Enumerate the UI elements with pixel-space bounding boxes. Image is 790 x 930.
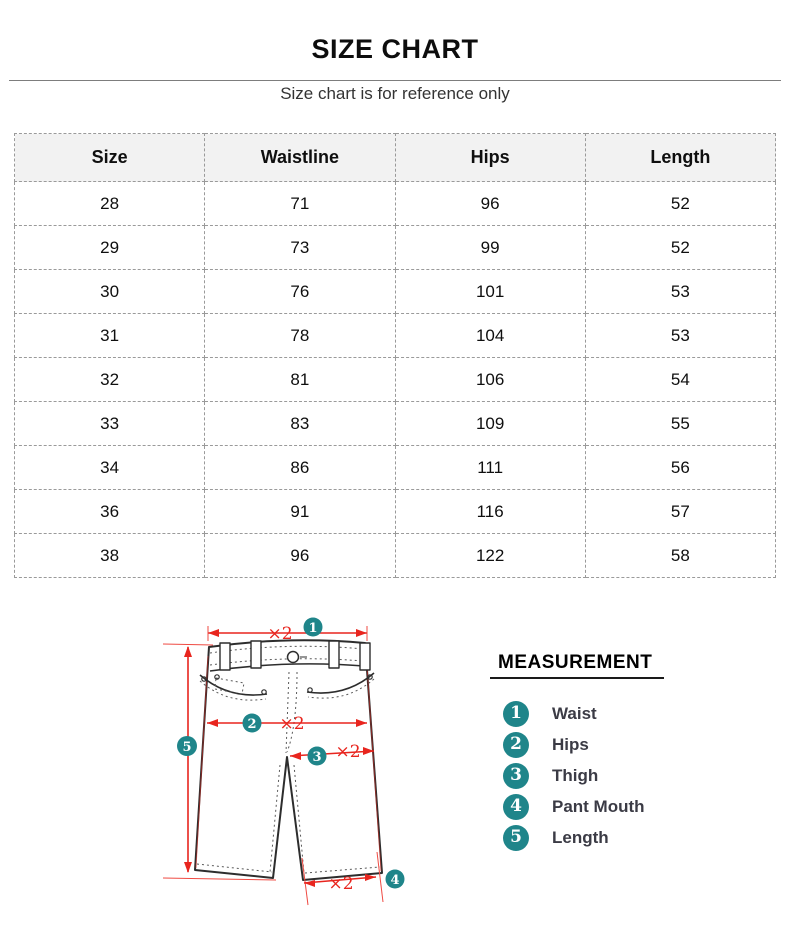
table-cell: 54 — [585, 358, 775, 402]
table-cell: 58 — [585, 534, 775, 578]
measurement-figure — [0, 600, 790, 930]
legend-label-length: Length — [552, 827, 609, 847]
table-cell: 34 — [15, 446, 205, 490]
table-cell: 91 — [205, 490, 395, 534]
table-cell: 32 — [15, 358, 205, 402]
table-cell: 31 — [15, 314, 205, 358]
legend-item-waist — [488, 698, 768, 729]
shorts-diagram-svg — [130, 600, 470, 930]
table-row — [15, 182, 776, 226]
table-row — [15, 446, 776, 490]
size-table-head — [15, 134, 776, 182]
header-row — [15, 134, 776, 182]
table-cell: 29 — [15, 226, 205, 270]
table-cell: 96 — [205, 534, 395, 578]
table-cell: 96 — [395, 182, 585, 226]
table-cell: 78 — [205, 314, 395, 358]
col-header-hips: Hips — [395, 134, 585, 182]
table-row — [15, 490, 776, 534]
table-cell: 109 — [395, 402, 585, 446]
table-cell: 76 — [205, 270, 395, 314]
thigh-multiplier-label: ×2 — [335, 742, 361, 762]
legend-item-length — [488, 822, 768, 853]
table-cell: 86 — [205, 446, 395, 490]
legend-label-thigh: Thigh — [552, 765, 599, 785]
page-title: SIZE CHART — [311, 34, 479, 64]
table-cell: 52 — [585, 182, 775, 226]
table-cell: 33 — [15, 402, 205, 446]
size-table-body — [15, 182, 776, 578]
legend-item-thigh — [488, 760, 768, 791]
table-cell: 28 — [15, 182, 205, 226]
table-cell: 81 — [205, 358, 395, 402]
legend-badge-5: 5 — [503, 825, 529, 851]
col-header-size: Size — [15, 134, 205, 182]
table-cell: 56 — [585, 446, 775, 490]
diagram-badge-5-num: 5 — [182, 740, 192, 755]
table-row — [15, 358, 776, 402]
legend-items — [488, 698, 768, 853]
legend-badge-2: 2 — [503, 732, 529, 758]
legend-label-hips: Hips — [552, 734, 589, 754]
table-cell: 83 — [205, 402, 395, 446]
table-cell: 122 — [395, 534, 585, 578]
title-divider — [9, 80, 781, 81]
table-cell: 73 — [205, 226, 395, 270]
col-header-waistline: Waistline — [205, 134, 395, 182]
legend-badge-1: 1 — [503, 701, 529, 727]
table-cell: 71 — [205, 182, 395, 226]
diagram-badge-1-num: 1 — [308, 621, 318, 636]
table-row — [15, 270, 776, 314]
legend-title: MEASUREMENT — [490, 652, 664, 679]
table-row — [15, 226, 776, 270]
table-cell: 116 — [395, 490, 585, 534]
table-cell: 53 — [585, 270, 775, 314]
legend-label-pant-mouth: Pant Mouth — [552, 796, 645, 816]
diagram-badge-2-num: 2 — [247, 717, 257, 732]
waist-dimension — [208, 618, 367, 645]
table-cell: 99 — [395, 226, 585, 270]
legend-badge-3: 3 — [503, 763, 529, 789]
table-cell: 36 — [15, 490, 205, 534]
table-cell: 104 — [395, 314, 585, 358]
table-cell: 106 — [395, 358, 585, 402]
diagram-badge-3-num: 3 — [312, 750, 322, 765]
table-row — [15, 402, 776, 446]
table-cell: 52 — [585, 226, 775, 270]
table-cell: 57 — [585, 490, 775, 534]
measurement-legend — [488, 652, 768, 853]
table-cell: 101 — [395, 270, 585, 314]
table-row — [15, 314, 776, 358]
page-subtitle: Size chart is for reference only — [280, 84, 510, 103]
table-cell: 30 — [15, 270, 205, 314]
waist-multiplier-label: ×2 — [267, 624, 293, 644]
diagram-badge-4-num: 4 — [390, 873, 400, 888]
table-row — [15, 534, 776, 578]
table-cell: 55 — [585, 402, 775, 446]
legend-badge-4: 4 — [503, 794, 529, 820]
legend-item-pant-mouth — [488, 791, 768, 822]
size-table — [14, 133, 776, 578]
table-cell: 38 — [15, 534, 205, 578]
table-cell: 53 — [585, 314, 775, 358]
table-cell: 111 — [395, 446, 585, 490]
legend-item-hips — [488, 729, 768, 760]
page-header — [0, 0, 790, 104]
hips-multiplier-label: ×2 — [279, 714, 305, 734]
pant-mouth-multiplier-label: ×2 — [328, 874, 354, 894]
col-header-length: Length — [585, 134, 775, 182]
legend-label-waist: Waist — [552, 703, 597, 723]
